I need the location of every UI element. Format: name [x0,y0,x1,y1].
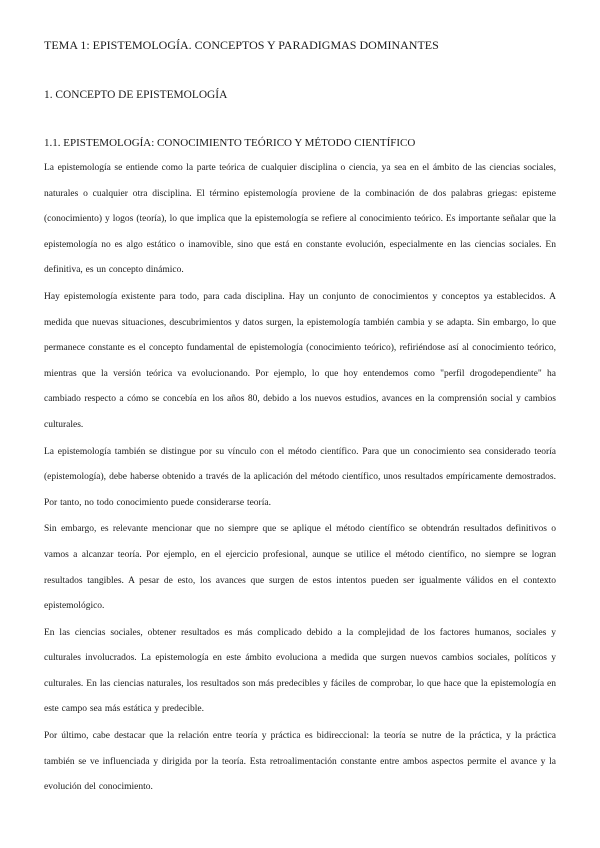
subsection-heading: 1.1. EPISTEMOLOGÍA: CONOCIMIENTO TEÓRICO Y MÉTODO CIENTÍFICO [44,137,416,149]
paragraph-1: La epistemología se entiende como la parte teórica de cualquier disciplina o ciencia, ya sea en el ámbito de las ciencias sociales, naturales o cualquier otra disciplina. El término epistemología proviene de la combinación de dos palabras griegas: episteme (conocimiento) y logos (teoría), lo que implica que la epistemología se refiere al conocimiento teórico. Es importante señalar que la epistemología no es algo estático o inamovible, sino que está en constante evolución, especialmente en las ciencias sociales. En definitiva, es un concepto dinámico. [44,163,556,276]
section-heading: 1. CONCEPTO DE EPISTEMOLOGÍA [44,89,228,101]
paragraph-3: La epistemología también se distingue por su vínculo con el método científico. Para que un conocimiento sea considerado teoría (epistemología), debe haberse obtenido a través de la aplicación del método científico, unos resultados empíricamente demostrados. Por tanto, no todo conocimiento puede considerarse teoría. [44,446,556,508]
paragraph-6: Por último, cabe destacar que la relación entre teoría y práctica es bidireccional: la teoría se nutre de la práctica, y la práctica también se ve influenciada y dirigida por la teoría. Esta retroalimentación constante entre ambos aspectos permite el avance y la evolución del conocimiento. [44,731,556,793]
paragraph-4: Sin embargo, es relevante mencionar que no siempre que se aplique el método científico se obtendrán resultados definitivos o vamos a alcanzar teoría. Por ejemplo, en el ejercicio profesional, aunque se utilice el método científico, no siempre se logran resultados tangibles. A pesar de esto, los avances que surgen de estos intentos pueden ser igualmente válidos en el contexto epistemológico. [44,524,556,612]
paragraph-2: Hay epistemología existente para todo, para cada disciplina. Hay un conjunto de conocimientos y conceptos ya establecidos. A medida que nuevas situaciones, descubrimientos y datos surgen, la epistemología también cambia y se adapta. Sin embargo, lo que permanece constante es el concepto fundamental de epistemología (conocimiento teórico), refiriéndose así al conocimiento teórico, mientras que la versión teórica va evolucionando. Por ejemplo, lo que hoy entendemos como "perfil drogodependiente" ha cambiado respecto a cómo se concebía en los años 80, debido a los nuevos estudios, avances en la comprensión social y cambios culturales. [44,291,556,430]
document-title: TEMA 1: EPISTEMOLOGÍA. CONCEPTOS Y PARADIGMAS DOMINANTES [44,38,439,52]
document-page [44,38,556,802]
paragraph-5: En las ciencias sociales, obtener resultados es más complicado debido a la complejidad de los factores humanos, sociales y culturales involucrados. La epistemología en este ámbito evoluciona a medida que surgen nuevos cambios sociales, políticos y culturales. En las ciencias naturales, los resultados son más predecibles y fáciles de comprobar, lo que hace que la epistemología en este campo sea más estática y predecible. [44,627,556,715]
